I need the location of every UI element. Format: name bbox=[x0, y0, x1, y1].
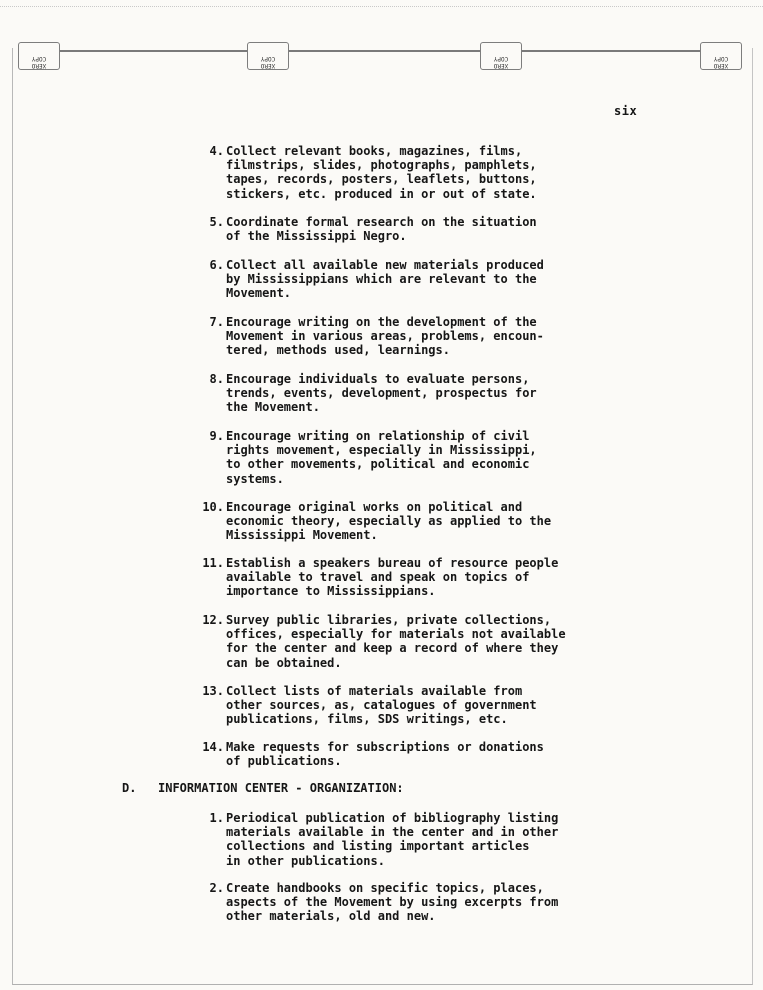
item-text: Encourage writing on relationship of civil rights movement, especially in Mississippi, to other movements, political and economic systems. bbox=[226, 429, 537, 486]
item-text: Survey public libraries, private collections, offices, especially for materials not available for the center and keep a record of where they can be obtained. bbox=[226, 613, 566, 670]
page-number: six bbox=[614, 104, 638, 118]
item-text: Create handbooks on specific topics, places, aspects of the Movement by using excerpts from other materials, old and new. bbox=[226, 881, 559, 924]
item-text: Coordinate formal research on the situation of the Mississippi Negro. bbox=[226, 215, 537, 244]
item-text: Periodical publication of bibliography listing materials available in the center and in other collections and listing important articles in other publications. bbox=[226, 811, 559, 868]
item-number: 13. bbox=[202, 684, 224, 698]
item-number: 10. bbox=[202, 500, 224, 514]
xero-copy-stamp: XERO COPY bbox=[480, 42, 522, 70]
item-number: 1. bbox=[209, 811, 224, 825]
item-number: 12. bbox=[202, 613, 224, 627]
item-text: Encourage original works on political and economic theory, especially as applied to the Mississippi Movement. bbox=[226, 500, 552, 543]
item-number: 14. bbox=[202, 740, 224, 754]
xero-copy-stamp: XERO COPY bbox=[247, 42, 289, 70]
item-number: 5. bbox=[209, 215, 224, 229]
section-letter: D. bbox=[122, 781, 137, 795]
item-number: 7. bbox=[209, 315, 224, 329]
section-heading bbox=[122, 781, 404, 795]
item-number: 2. bbox=[209, 881, 224, 895]
item-text: Encourage writing on the development of the Movement in various areas, problems, encoun- tered, methods used, learnings. bbox=[226, 315, 544, 358]
item-number: 8. bbox=[209, 372, 224, 386]
item-number: 6. bbox=[209, 258, 224, 272]
item-number: 4. bbox=[209, 144, 224, 158]
item-number: 9. bbox=[209, 429, 224, 443]
item-text: Make requests for subscriptions or donations of publications. bbox=[226, 740, 544, 769]
item-number: 11. bbox=[202, 556, 224, 570]
item-text: Encourage individuals to evaluate persons, trends, events, development, prospectus for the Movement. bbox=[226, 372, 537, 415]
item-text: Collect relevant books, magazines, films, filmstrips, slides, photographs, pamphlets, tapes, records, posters, leaflets, buttons, stickers, etc. produced in or out of state. bbox=[226, 144, 537, 201]
item-text: Establish a speakers bureau of resource people available to travel and speak on topics of importance to Mississippians. bbox=[226, 556, 559, 599]
xero-copy-stamp: XERO COPY bbox=[18, 42, 60, 70]
item-text: Collect all available new materials produced by Mississippians which are relevant to the Movement. bbox=[226, 258, 544, 301]
section-title: INFORMATION CENTER - ORGANIZATION: bbox=[158, 781, 404, 795]
xero-copy-stamp: XERO COPY bbox=[700, 42, 742, 70]
item-text: Collect lists of materials available from other sources, as, catalogues of government publications, films, SDS writings, etc. bbox=[226, 684, 537, 727]
scan-edge-dots bbox=[0, 6, 763, 7]
